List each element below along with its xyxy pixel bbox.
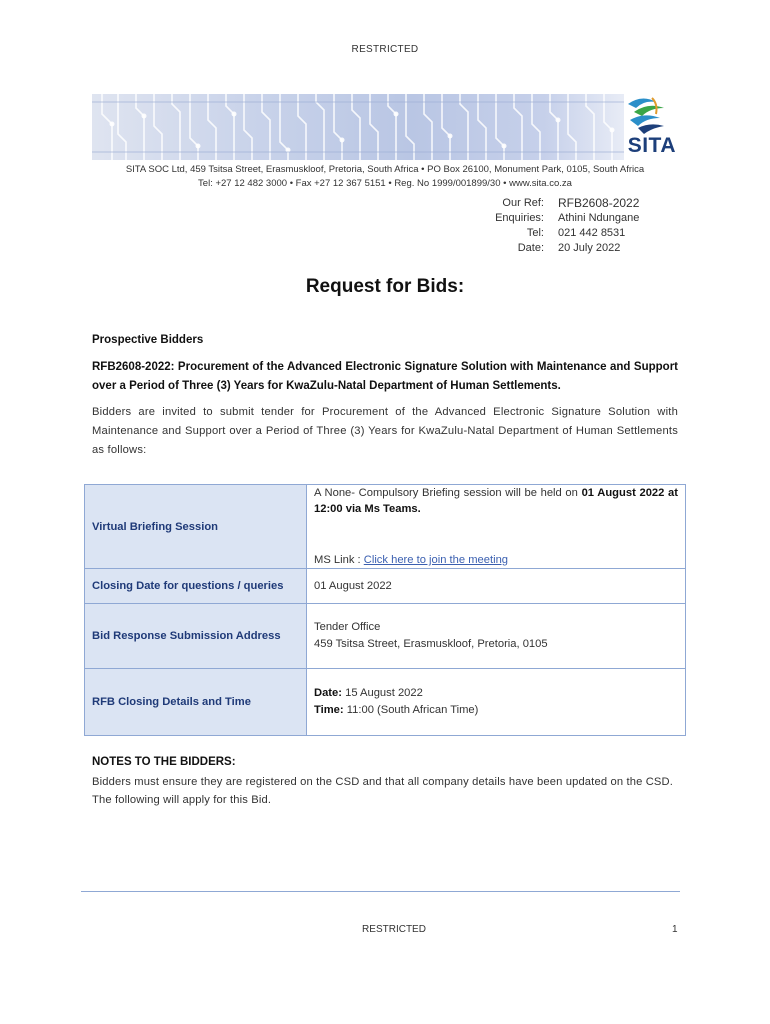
closing-questions-label: Closing Date for questions / queries xyxy=(85,569,307,604)
table-row xyxy=(85,669,686,736)
bid-details-table xyxy=(84,484,686,736)
submission-address-label: Bid Response Submission Address xyxy=(85,604,307,669)
rfb-heading: RFB2608-2022: Procurement of the Advanced Electronic Signature Solution with Maintenance and Support over a Period of Three (3) Years for KwaZulu-Natal Department of Human Settlements. xyxy=(92,361,678,392)
ms-link-row xyxy=(314,554,508,566)
table-row xyxy=(85,604,686,669)
reference-block xyxy=(470,196,639,256)
letterhead-banner xyxy=(92,94,678,160)
enquiries-value: Athini Ndungane xyxy=(558,212,640,224)
table-row xyxy=(85,485,686,569)
ms-teams-meeting-link[interactable]: Click here to join the meeting xyxy=(363,554,509,566)
closing-date-label: Date: xyxy=(314,687,342,699)
ms-link-label: MS Link : xyxy=(314,554,364,566)
logo-text: SITA xyxy=(627,134,676,157)
intro-paragraph: Bidders are invited to submit tender for Procurement of the Advanced Electronic Signature Solution with Maintenance and Support over a Period of Three (3) Years for KwaZulu-Natal Department of Human Settlements as follows: xyxy=(92,406,678,456)
our-ref-value: RFB2608-2022 xyxy=(558,196,640,210)
closing-questions-value: 01 August 2022 xyxy=(307,569,686,604)
enquiries-label: Enquiries: xyxy=(495,212,544,224)
address-line-2: Tel: +27 12 482 3000 • Fax +27 12 367 5151 • Reg. No 1999/001899/30 • www.sita.co.za xyxy=(198,178,572,189)
date-value: 20 July 2022 xyxy=(558,242,621,254)
closing-time-label: Time: xyxy=(314,704,344,716)
our-ref-label: Our Ref: xyxy=(502,197,544,209)
briefing-date-time: 01 August 2022 at 12:00 via Ms Teams. xyxy=(314,487,678,515)
closing-time-value: 11:00 (South African Time) xyxy=(343,704,479,716)
briefing-sentence: A None- Compulsory Briefing session will be held on xyxy=(314,487,582,499)
notes-heading: NOTES TO THE BIDDERS: xyxy=(92,756,236,768)
tel-label: Tel: xyxy=(526,227,544,239)
notes-paragraph: Bidders must ensure they are registered on the CSD and that all company details have been updated on the CSD. The following will apply for this Bid. xyxy=(92,776,674,806)
submission-address-cell xyxy=(307,604,686,669)
briefing-text xyxy=(314,485,678,517)
briefing-cell xyxy=(307,485,686,569)
briefing-label: Virtual Briefing Session xyxy=(85,485,307,569)
prospective-bidders-heading: Prospective Bidders xyxy=(92,334,204,346)
header-classification: RESTRICTED xyxy=(351,44,419,55)
page-number: 1 xyxy=(672,924,678,935)
address-line-1: SITA SOC Ltd, 459 Tsitsa Street, Erasmuskloof, Pretoria, South Africa • PO Box 26100, Monument Park, 0105, South Africa xyxy=(125,164,645,175)
submission-address-line-1: Tender Office xyxy=(314,621,381,633)
closing-details-label: RFB Closing Details and Time xyxy=(85,669,307,736)
circuit-board-graphic xyxy=(92,94,624,160)
closing-date-value: 15 August 2022 xyxy=(341,687,423,699)
tel-value: 021 442 8531 xyxy=(558,227,626,239)
table-row xyxy=(85,569,686,604)
closing-details-cell xyxy=(307,669,686,736)
page-title: Request for Bids: xyxy=(305,276,465,297)
submission-address-line-2: 459 Tsitsa Street, Erasmuskloof, Pretoria, 0105 xyxy=(314,638,548,650)
date-label: Date: xyxy=(517,242,544,254)
sita-logo xyxy=(614,94,678,160)
footer-divider xyxy=(81,891,680,892)
footer-classification: RESTRICTED xyxy=(362,924,426,935)
